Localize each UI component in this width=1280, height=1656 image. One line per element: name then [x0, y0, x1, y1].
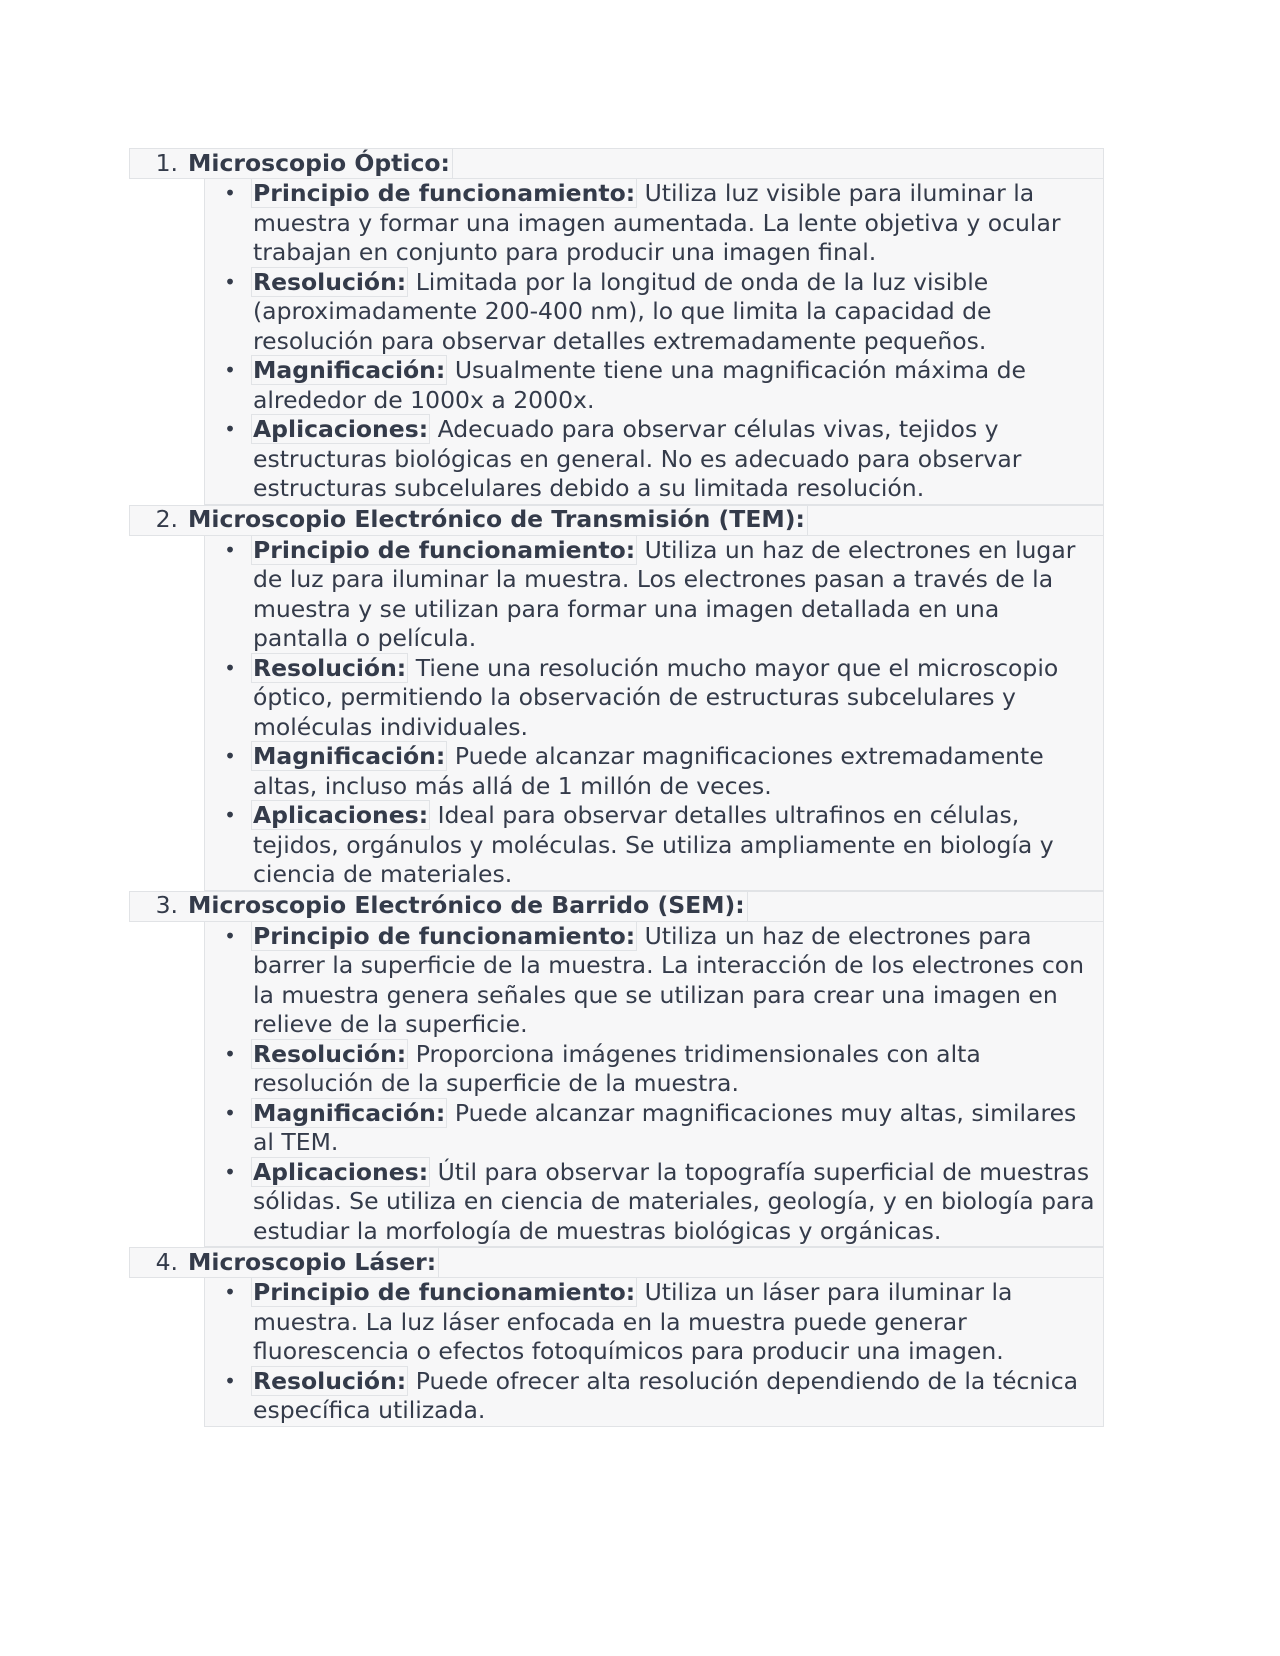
list-item: [205, 415, 1103, 504]
item-label: Magnificación:: [253, 356, 446, 384]
item-label: Aplicaciones:: [253, 415, 429, 443]
list-item: [205, 1040, 1103, 1099]
section-bullets: [204, 536, 1104, 891]
section-title: Microscopio Electrónico de Transmisión (TEM):: [178, 505, 808, 535]
list-item: [205, 742, 1103, 801]
item-label: Resolución:: [253, 1039, 407, 1068]
bullet-icon: •: [224, 269, 236, 294]
item-label: Resolución:: [253, 1366, 407, 1395]
list-item: [205, 268, 1103, 357]
item-text: Utiliza un haz de electrones para barrer la superficie de la muestra. La interacción de los electrones con la muestra genera señales que se utilizan para crear una imagen en relieve de la superficie.: [253, 921, 1085, 1038]
section-title: Microscopio Láser:: [178, 1248, 439, 1278]
bullet-icon: •: [224, 923, 236, 948]
list-item: [205, 356, 1103, 415]
bullet-icon: •: [224, 655, 236, 680]
bullet-icon: •: [224, 1280, 236, 1304]
item-label: Resolución:: [253, 653, 407, 682]
list-item: [205, 1367, 1103, 1426]
list-item: [205, 1158, 1103, 1247]
bullet-icon: •: [224, 417, 236, 441]
list-item: [205, 801, 1103, 890]
document-list: [129, 148, 1104, 1427]
item-label: Principio de funcionamiento:: [253, 535, 636, 564]
item-label: Aplicaciones:: [253, 801, 429, 829]
section-number: 1.: [155, 148, 178, 177]
item-label: Principio de funcionamiento:: [253, 1278, 636, 1306]
item-text: Puede alcanzar magnificaciones muy altas, similares al TEM.: [253, 1098, 1077, 1156]
list-item: [205, 654, 1103, 743]
section-title: Microscopio Óptico:: [178, 149, 453, 179]
item-label: Magnificación:: [253, 742, 446, 770]
item-text: Utiliza un láser para iluminar la muestra. La luz láser enfocada en la muestra puede generar fluorescencia o efectos fotoquímicos para producir una imagen.: [253, 1278, 1013, 1365]
section-title: Microscopio Electrónico de Barrido (SEM):: [178, 891, 748, 921]
item-label: Magnificación:: [253, 1098, 446, 1127]
list-item: [205, 1099, 1103, 1158]
bullet-icon: •: [224, 1368, 236, 1393]
section-heading: [129, 1247, 1104, 1278]
item-text: Proporciona imágenes tridimensionales con alta resolución de la superficie de la muestra.: [253, 1039, 981, 1097]
item-text: Utiliza luz visible para iluminar la muestra y formar una imagen aumentada. La lente objetiva y ocular trabajan en conjunto para producir una imagen final.: [253, 179, 1061, 266]
item-text: Limitada por la longitud de onda de la luz visible (aproximadamente 200-400 nm), lo que limita la capacidad de resolución para observar detalles extremadamente pequeños.: [253, 267, 992, 355]
section-heading: [129, 148, 1104, 179]
section-bullets: [204, 179, 1104, 505]
section-heading: [129, 891, 1104, 922]
item-label: Principio de funcionamiento:: [253, 179, 636, 207]
list-item: [205, 1278, 1103, 1367]
bullet-icon: •: [224, 744, 236, 768]
section-bullets: [204, 1278, 1104, 1427]
item-text: Utiliza un haz de electrones en lugar de luz para iluminar la muestra. Los electrones pasan a través de la muestra y se utilizan para formar una imagen detallada en una pantalla o película.: [253, 535, 1076, 652]
section-microscopio-optico: [129, 148, 1104, 505]
list-item: [205, 536, 1103, 654]
bullet-icon: •: [224, 1100, 236, 1125]
section-bullets: [204, 922, 1104, 1248]
bullet-icon: •: [224, 803, 236, 827]
item-text: Adecuado para observar células vivas, tejidos y estructuras biológicas en general. No es adecuado para observar estructuras subcelulares debido a su limitada resolución.: [253, 415, 1022, 502]
section-microscopio-tem: [129, 505, 1104, 891]
item-text: Ideal para observar detalles ultrafinos en células, tejidos, orgánulos y moléculas. Se utiliza ampliamente en biología y ciencia de materiales.: [253, 801, 1054, 888]
bullet-icon: •: [224, 1159, 236, 1184]
list-item: [205, 179, 1103, 268]
section-heading: [129, 505, 1104, 536]
section-number: 2.: [155, 505, 178, 534]
item-text: Usualmente tiene una magnificación máxima de alrededor de 1000x a 2000x.: [253, 356, 1026, 414]
bullet-icon: •: [224, 537, 236, 562]
section-number: 3.: [155, 891, 178, 920]
item-text: Puede alcanzar magnificaciones extremadamente altas, incluso más allá de 1 millón de veces.: [253, 742, 1044, 800]
section-microscopio-sem: [129, 891, 1104, 1248]
item-text: Puede ofrecer alta resolución dependiendo de la técnica específica utilizada.: [253, 1366, 1079, 1424]
item-text: Útil para observar la topografía superficial de muestras sólidas. Se utiliza en ciencia de materiales, geología, y en biología para estudiar la morfología de muestras biológicas y orgánicas.: [253, 1157, 1095, 1245]
section-number: 4.: [155, 1247, 178, 1276]
item-label: Principio de funcionamiento:: [253, 921, 636, 950]
item-text: Tiene una resolución mucho mayor que el microscopio óptico, permitiendo la observación de estructuras subcelulares y moléculas individuales.: [253, 653, 1059, 741]
bullet-icon: •: [224, 358, 236, 382]
section-microscopio-laser: [129, 1247, 1104, 1427]
bullet-icon: •: [224, 181, 236, 205]
item-label: Aplicaciones:: [253, 1157, 429, 1186]
list-item: [205, 922, 1103, 1040]
item-label: Resolución:: [253, 267, 407, 296]
bullet-icon: •: [224, 1041, 236, 1066]
